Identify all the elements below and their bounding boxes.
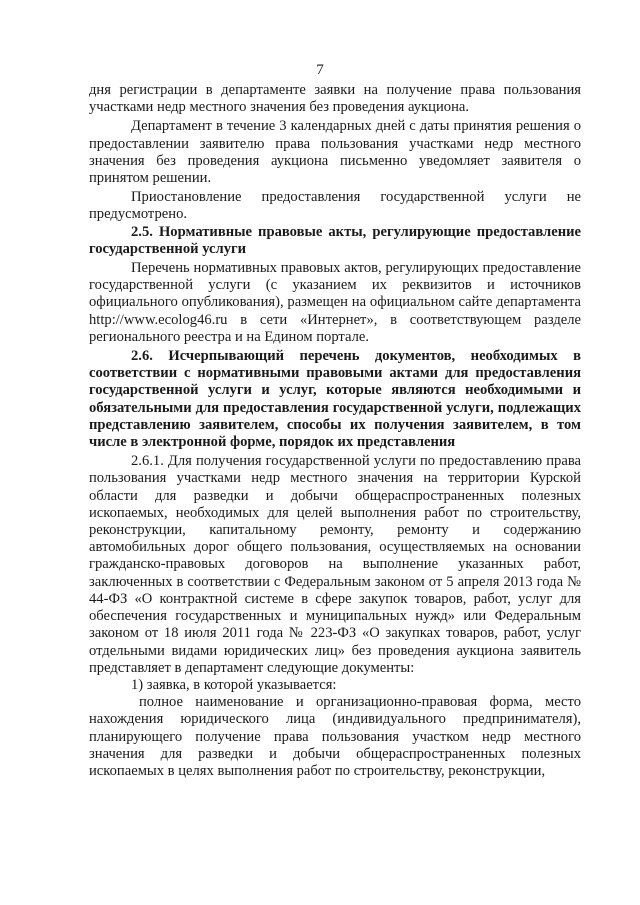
paragraph-suspension: Приостановление предоставления государственной услуги не предусмотрено. <box>89 189 581 223</box>
paragraph-notification: Департамент в течение 3 календарных дней с даты принятия решения о предоставлении заявителю права пользования участками недр местного значения без проведения аукциона письменно уведомляет заявителя о принятом решении. <box>89 118 581 187</box>
paragraph-registration: дня регистрации в департаменте заявки на получение права пользования участками недр местного значения без проведения аукциона. <box>89 82 581 116</box>
heading-2-6: 2.6. Исчерпывающий перечень документов, необходимых в соответствии с нормативными правовыми актами для предоставления государственной услуги и услуг, которые являются необходимыми и обязательными для предоставления государственной услуги, подлежащих представлению заявителем, способы их получения заявителем, в том числе в электронной форме, порядок их представления <box>89 348 581 451</box>
heading-2-5: 2.5. Нормативные правовые акты, регулирующие предоставление государственной услуги <box>89 223 581 257</box>
document-body <box>89 82 581 780</box>
paragraph-full-name: полное наименование и организационно-правовая форма, место нахождения юридического лица (индивидуального предпринимателя), планирующего получение права пользования участком недр местного значения для разведки и добычи общераспространенных полезных ископаемых в целях выполнения работ по строительству, реконструкции, <box>89 694 581 779</box>
page-number: 7 <box>316 62 324 78</box>
paragraph-legal-acts: Перечень нормативных правовых актов, регулирующих предоставление государственной услуги (с указанием их реквизитов и источников официального опубликования), размещен на официальном сайте департамента http://www.ecolog46.ru в сети «Интернет», в соответствующем разделе регионального реестра и на Едином портале. <box>89 260 581 345</box>
list-item-application: 1) заявка, в которой указывается: <box>131 676 337 693</box>
paragraph-2-6-1: 2.6.1. Для получения государственной услуги по предоставлению права пользования участками недр местного значения на территории Курской области для разведки и добычи общераспространенных полезных ископаемых, необходимых для целей выполнения работ по строительству, реконструкции, капитальному ремонту, ремонту и содержанию автомобильных дорог общего пользования, осуществляемых на основании гражданско-правовых договоров на выполнение указанных работ, заключенных в соответствии с Федеральным законом от 5 апреля 2013 года № 44-ФЗ «О контрактной системе в сфере закупок товаров, работ, услуг для обеспечения государственных и муниципальных нужд» или Федеральным законом от 18 июля 2011 года № 223-ФЗ «О закупках товаров, работ, услуг отдельными видами юридических лиц» без проведения аукциона заявитель представляет в департамент следующие документы: <box>89 453 581 676</box>
